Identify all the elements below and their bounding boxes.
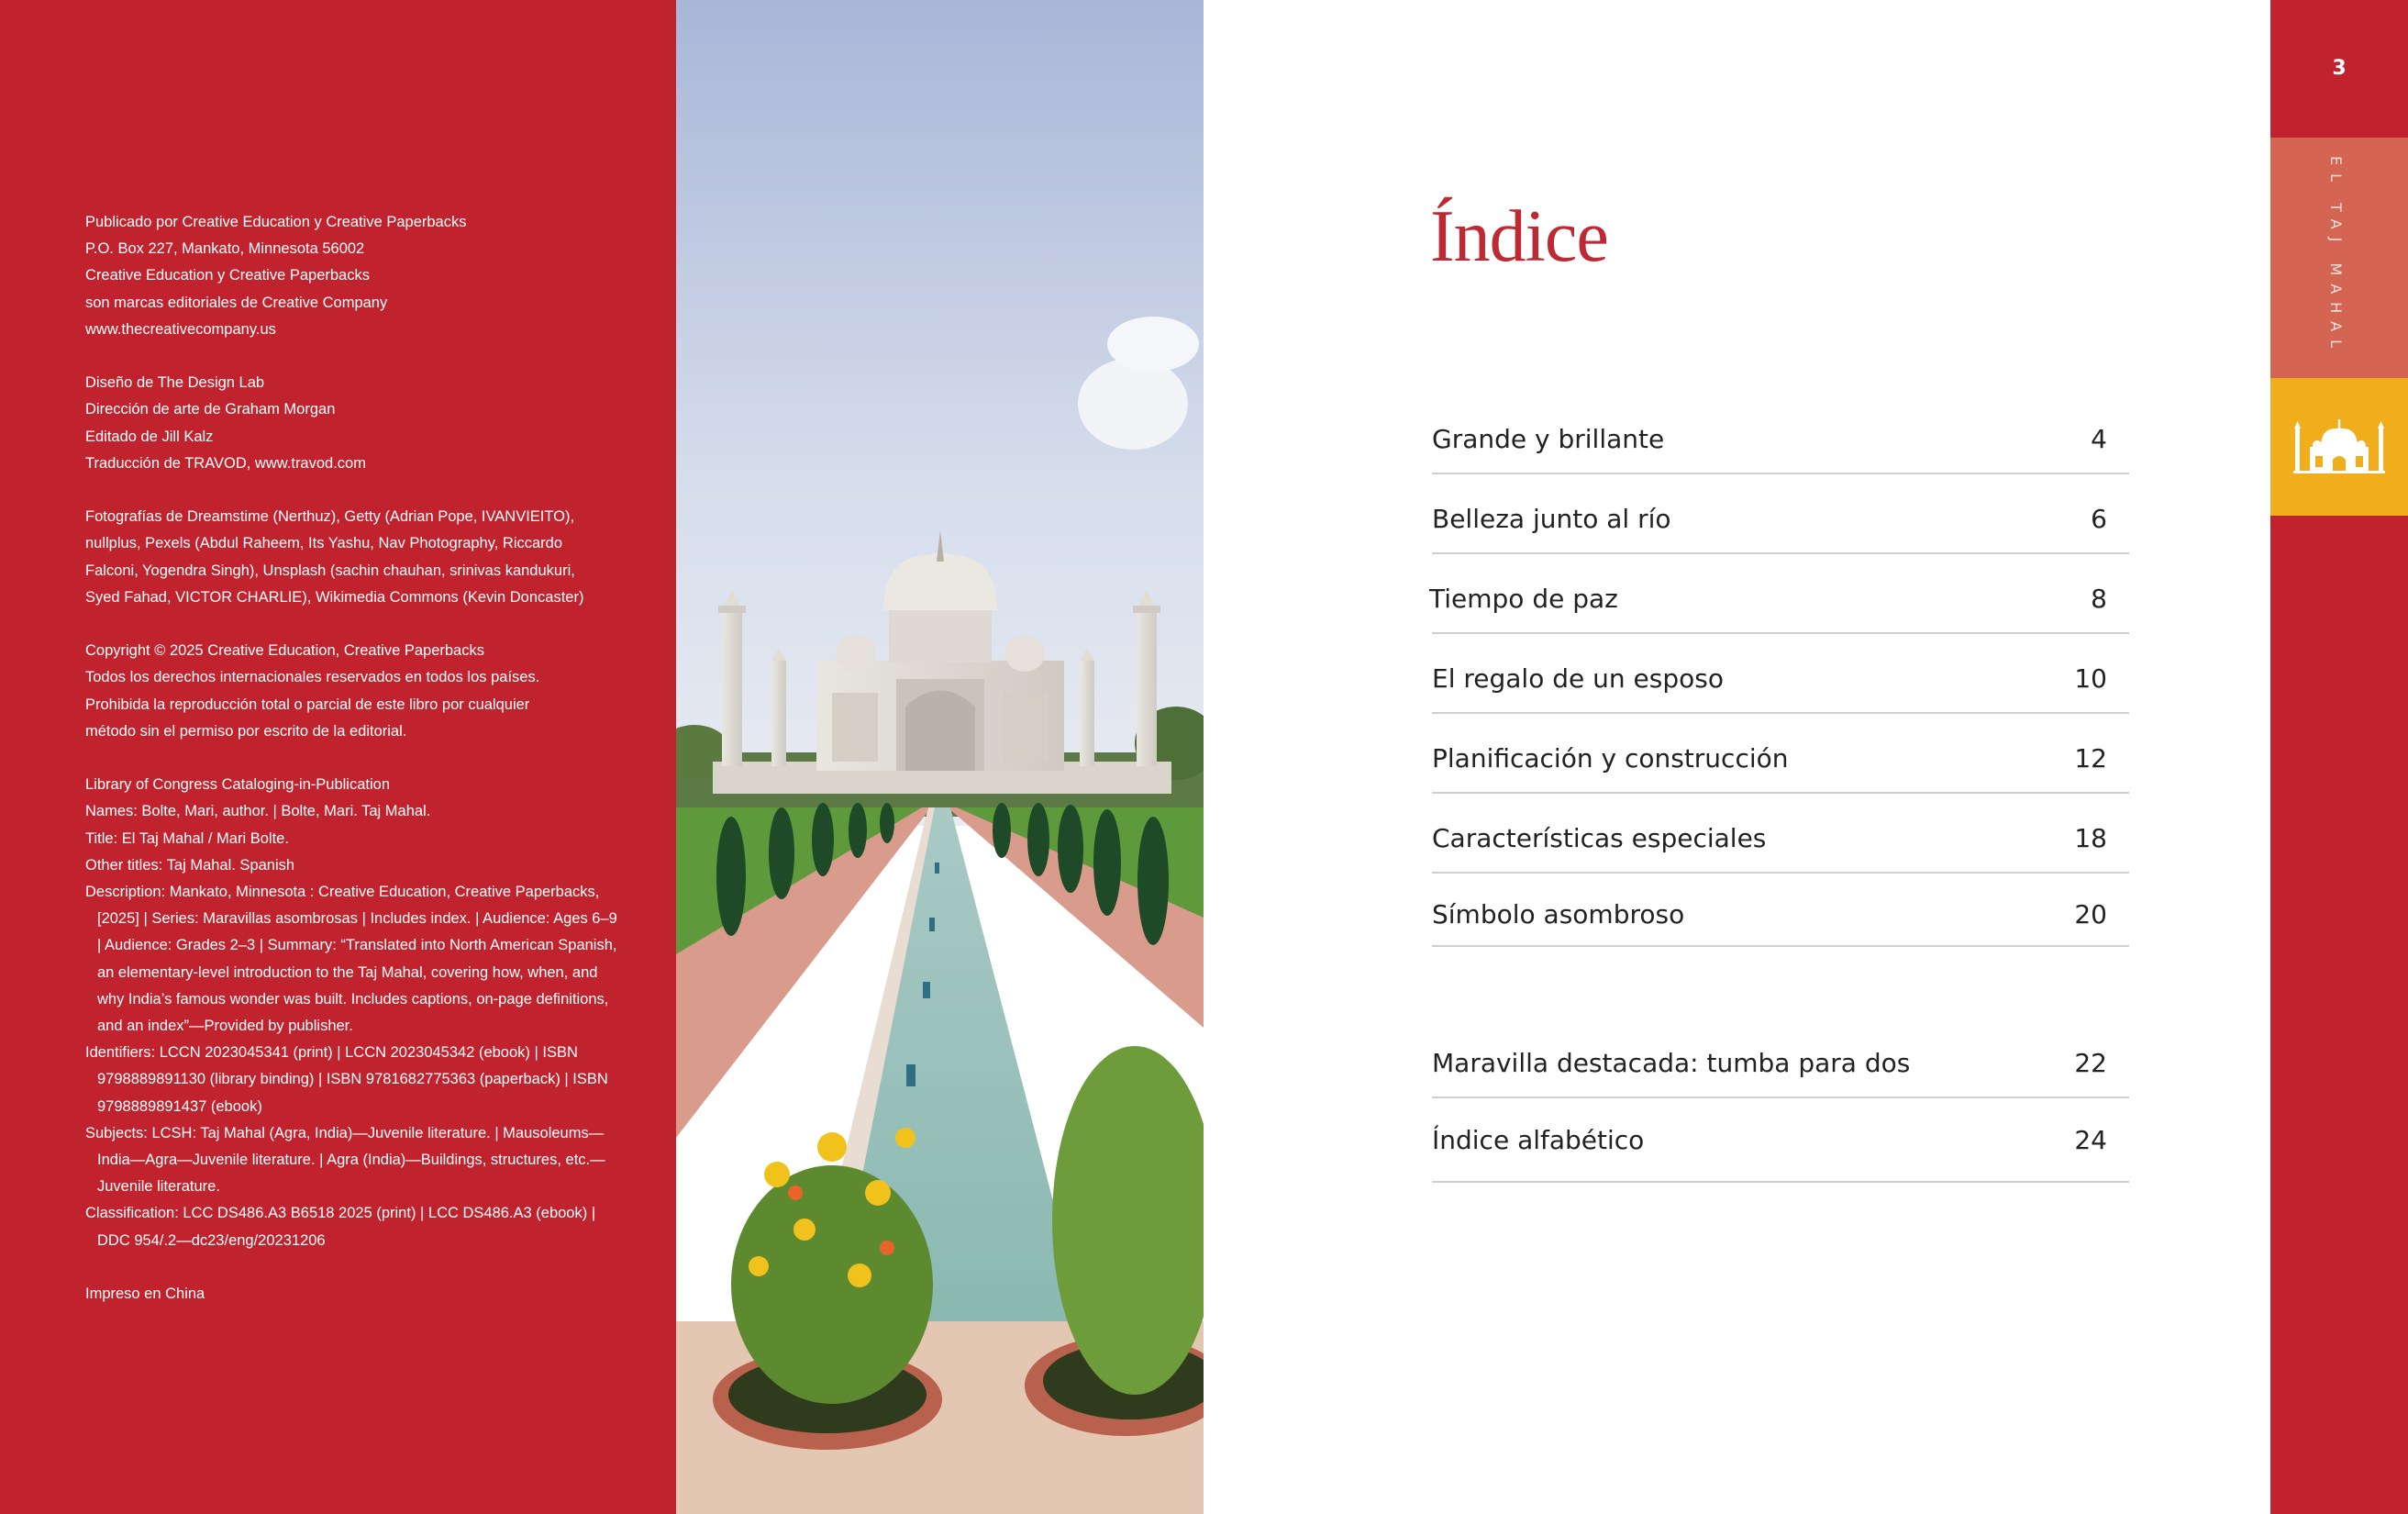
- page-edge-tab: [2270, 0, 2408, 1514]
- toc-entry[interactable]: [1432, 715, 2129, 794]
- toc-entry-page: 20: [2074, 899, 2107, 930]
- credits-block: [85, 370, 617, 477]
- publisher-line: son marcas editoriales de Creative Company: [85, 294, 388, 311]
- toc-entry-page: 10: [2074, 663, 2107, 694]
- toc-entry[interactable]: [1432, 395, 2129, 474]
- taj-mahal-photo: [676, 0, 1204, 1514]
- photo-credit-line: Falconi, Yogendra Singh), Unsplash (sachin chauhan, srinivas kandukuri,: [85, 562, 575, 579]
- cip-heading: Library of Congress Cataloging-in-Publication: [85, 776, 391, 794]
- printed-block: [85, 1281, 617, 1308]
- toc-entry-page: 8: [2091, 584, 2107, 614]
- copyright-block: [85, 638, 617, 745]
- cip-classification: Classification: LCC DS486.A3 B6518 2025 (print) | LCC DS486.A3 (ebook) | DDC 954/.2—dc23/eng/20231206: [85, 1205, 596, 1249]
- toc-entry-page: 18: [2074, 823, 2107, 853]
- toc-entry[interactable]: [1432, 475, 2129, 554]
- publisher-block: [85, 209, 617, 343]
- publisher-line: Publicado por Creative Education y Creative Paperbacks: [85, 214, 467, 230]
- taj-mahal-illustration: [676, 0, 1204, 1514]
- taj-mahal-icon: [2293, 419, 2385, 474]
- cip-block: [85, 772, 617, 1254]
- photo-credits-block: [85, 504, 617, 611]
- colophon-page: [0, 0, 676, 1514]
- toc-entry-page: 12: [2074, 743, 2107, 774]
- colophon-text: [85, 209, 617, 1334]
- photo-credit-line: Fotografías de Dreamstime (Nerthuz), Getty (Adrian Pope, IVANVIEITO),: [85, 508, 575, 526]
- toc-entry-page: 4: [2091, 424, 2107, 454]
- publisher-line: P.O. Box 227, Mankato, Minnesota 56002: [85, 240, 365, 258]
- cip-names: Names: Bolte, Mari, author. | Bolte, Mari. Taj Mahal.: [85, 803, 431, 820]
- toc-entry-page: 22: [2074, 1048, 2107, 1078]
- toc-entry-page: 6: [2091, 504, 2107, 534]
- photo-credit-line: nullplus, Pexels (Abdul Raheem, Its Yashu, Nav Photography, Riccardo: [85, 535, 563, 552]
- toc-entry[interactable]: [1432, 1019, 2129, 1098]
- toc-entry[interactable]: [1432, 874, 2129, 947]
- toc-title: Índice: [1430, 196, 1608, 277]
- toc-entry-label: Grande y brillante: [1432, 424, 1665, 454]
- toc-entry-label: Índice alfabético: [1432, 1125, 1645, 1155]
- toc-main-list: [1429, 395, 2129, 948]
- cip-subjects: Subjects: LCSH: Taj Mahal (Agra, India)—Juvenile literature. | Mausoleums—India—Agra—Juvenile literature. | Agra (India)—Buildings, structures, etc.—Juvenile literature.: [85, 1124, 605, 1196]
- copyright-line: Copyright © 2025 Creative Education, Creative Paperbacks: [85, 642, 484, 660]
- copyright-line: método sin el permiso por escrito de la editorial.: [85, 722, 407, 740]
- toc-entry-label: Tiempo de paz: [1429, 584, 1618, 614]
- toc-entry-label: Símbolo asombroso: [1432, 899, 1685, 930]
- toc-entry[interactable]: [1432, 1099, 2129, 1183]
- toc-entry-label: Maravilla destacada: tumba para dos: [1432, 1048, 1911, 1078]
- cip-title: Title: El Taj Mahal / Mari Bolte.: [85, 829, 289, 847]
- icon-tab: [2270, 378, 2408, 516]
- printed-in: Impreso en China: [85, 1286, 205, 1303]
- chapter-tab: [2270, 138, 2408, 378]
- toc-page: [1204, 0, 2270, 1514]
- book-title-tab-text: EL TAJ MAHAL: [2327, 156, 2345, 357]
- cip-other-titles: Other titles: Taj Mahal. Spanish: [85, 856, 295, 874]
- credit-line: Traducción de TRAVOD, www.travod.com: [85, 454, 366, 472]
- toc-extra-list: [1432, 1019, 2129, 1184]
- toc-entry-label: Planificación y construcción: [1432, 743, 1789, 774]
- toc-entry[interactable]: [1429, 555, 2129, 634]
- toc-entry-label: El regalo de un esposo: [1432, 663, 1724, 694]
- toc-entry-label: Características especiales: [1432, 823, 1767, 853]
- publisher-website: www.thecreativecompany.us: [85, 320, 276, 338]
- credit-line: Diseño de The Design Lab: [85, 374, 265, 392]
- toc-entry-label: Belleza junto al río: [1432, 504, 1671, 534]
- photo-credit-line: Syed Fahad, VICTOR CHARLIE), Wikimedia Commons (Kevin Doncaster): [85, 588, 584, 606]
- cip-identifiers: Identifiers: LCCN 2023045341 (print) | LCCN 2023045342 (ebook) | ISBN 9798889891130 (library binding) | ISBN 9781682775363 (paperback) | ISBN 9798889891437 (ebook): [85, 1044, 608, 1115]
- toc-entry[interactable]: [1432, 635, 2129, 714]
- page-number: 3: [2332, 57, 2347, 80]
- credit-line: Editado de Jill Kalz: [85, 428, 214, 445]
- toc-entry[interactable]: [1432, 795, 2129, 874]
- toc-entry-page: 24: [2074, 1125, 2107, 1155]
- cip-description: Description: Mankato, Minnesota : Creative Education, Creative Paperbacks, [2025] | Series: Maravillas asombrosas | Includes index. | Audience: Ages 6–9 | Audience: Grades 2–3 | Summary: “Translated into North American Spanish, an elementary-level introduction to the Taj Mahal, covering how, when, and why India’s famous wonder was built. Includes captions, on-page definitions, and an index”—Provided by publisher.: [85, 884, 617, 1035]
- copyright-line: Prohibida la reproducción total o parcial de este libro por cualquier: [85, 696, 530, 713]
- credit-line: Dirección de arte de Graham Morgan: [85, 401, 336, 418]
- copyright-line: Todos los derechos internacionales reservados en todos los países.: [85, 669, 540, 686]
- publisher-line: Creative Education y Creative Paperbacks: [85, 267, 370, 284]
